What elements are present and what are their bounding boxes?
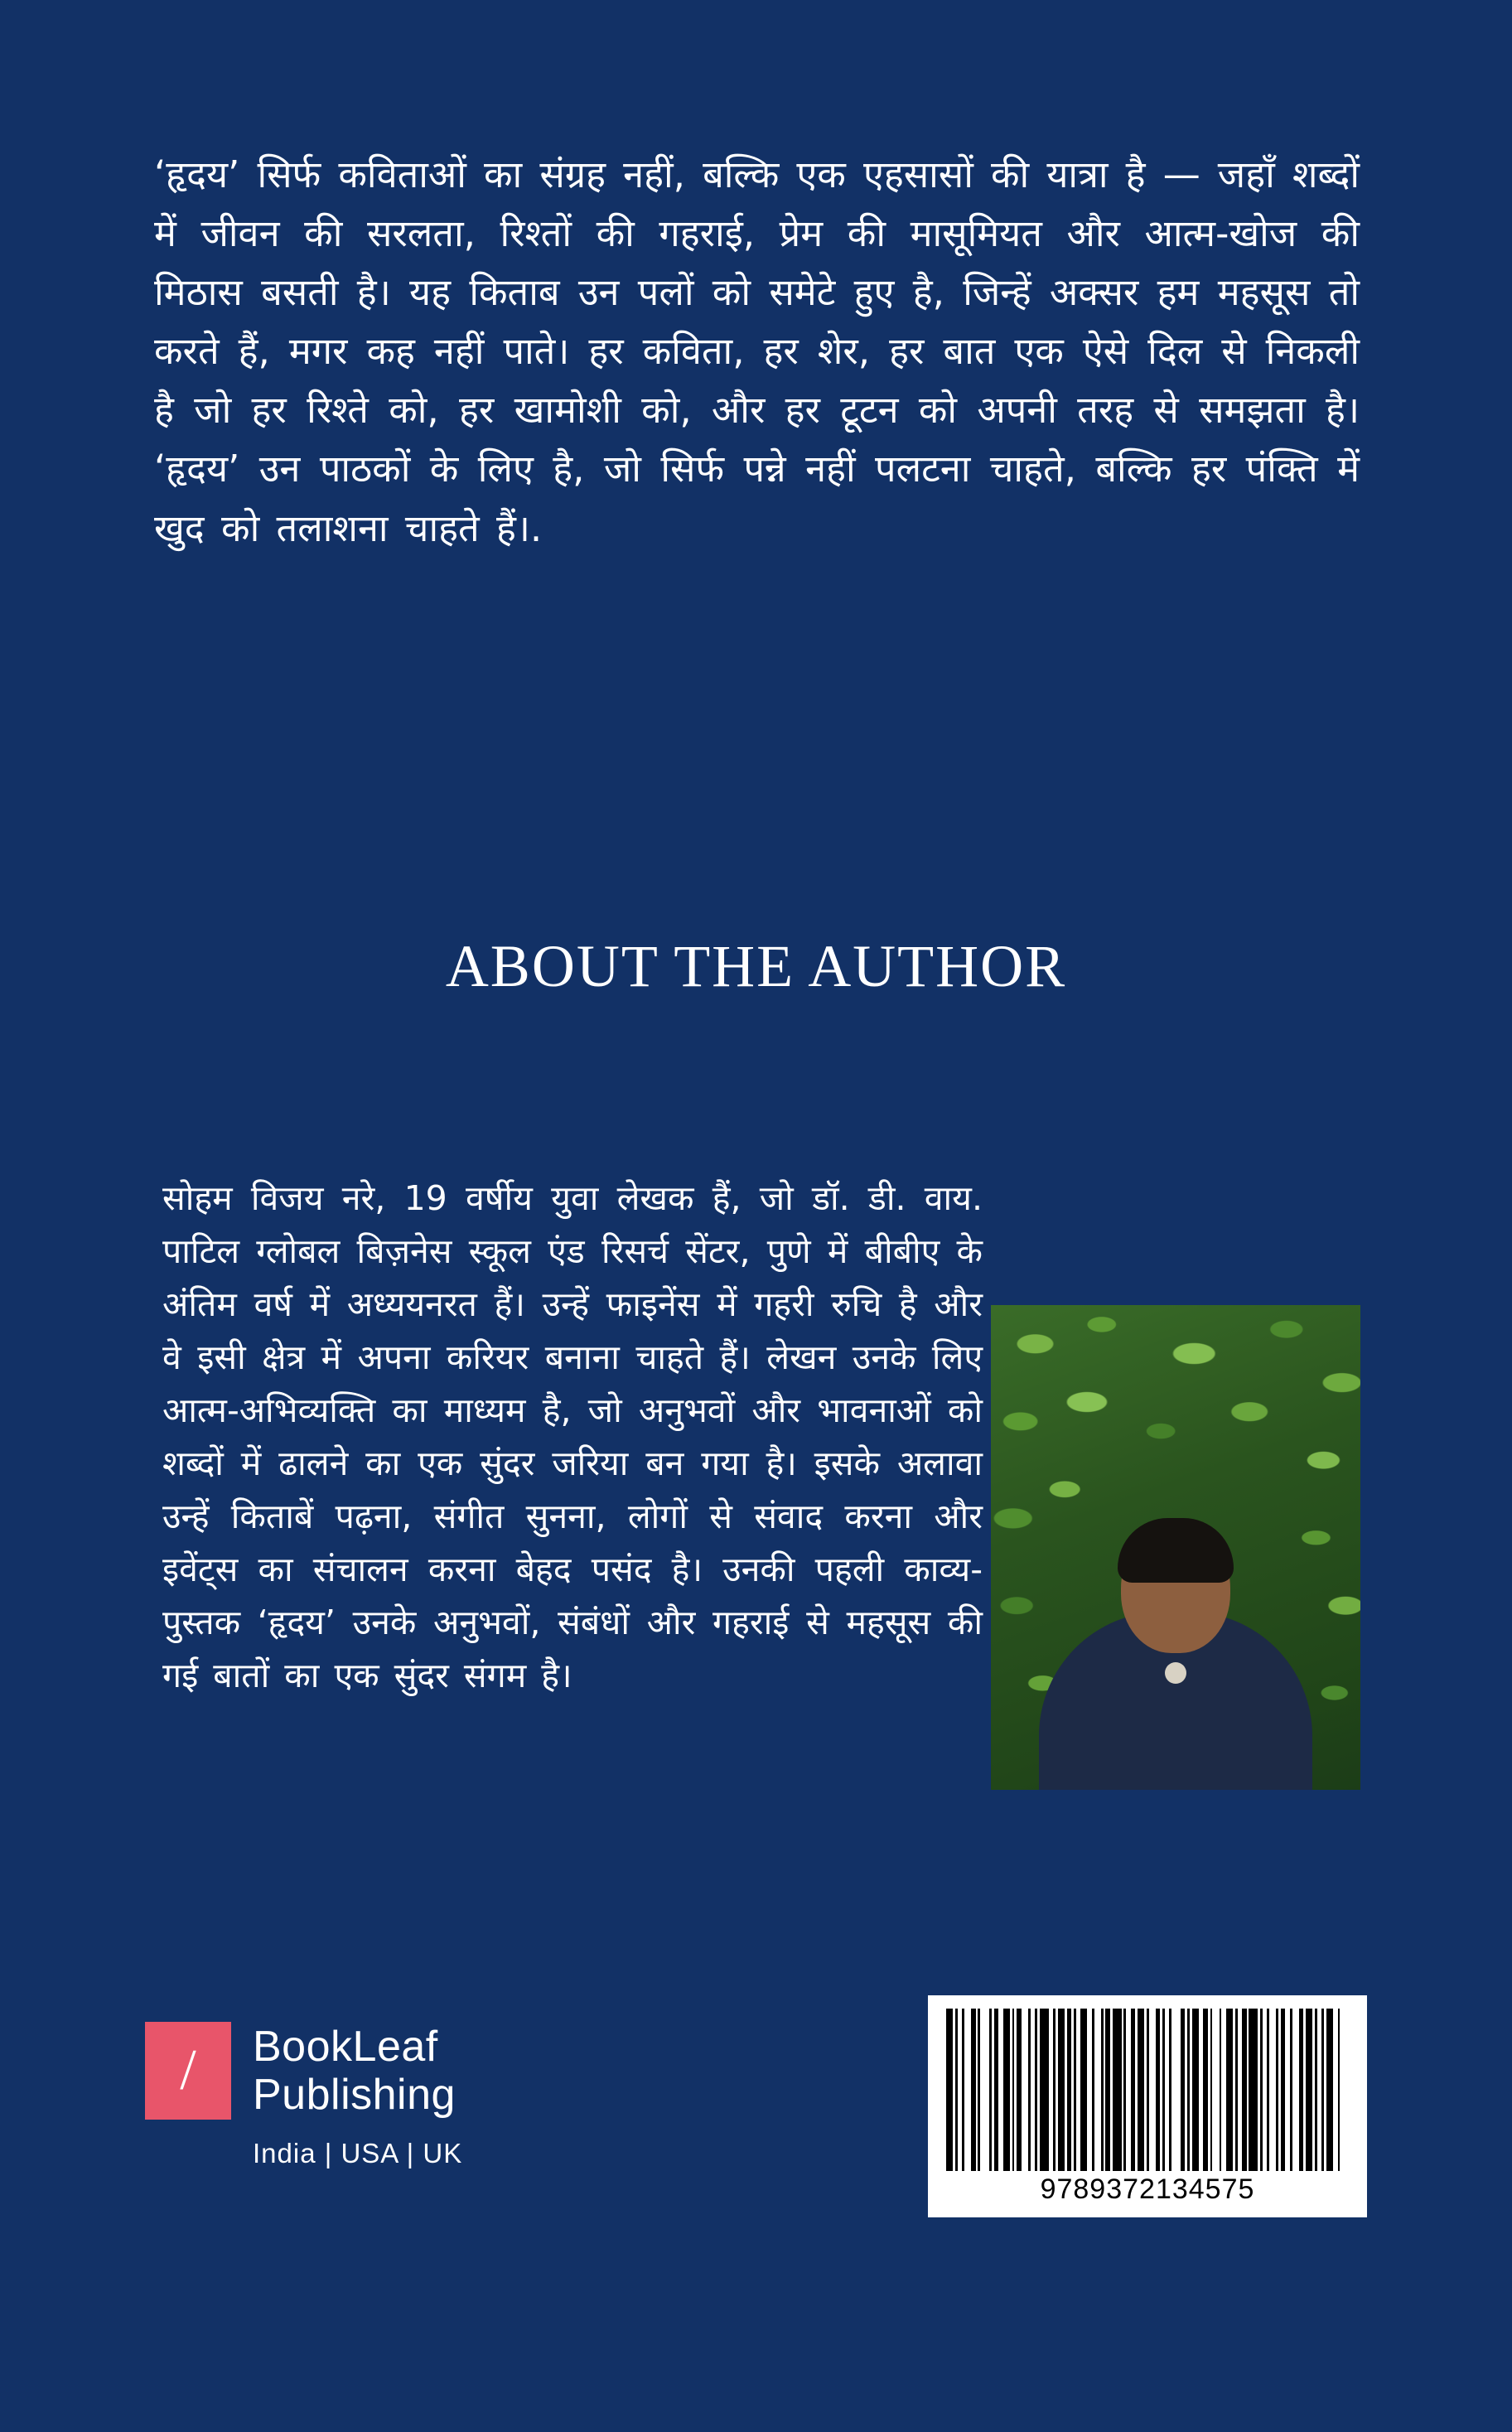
author-portrait-figure xyxy=(1039,1516,1312,1790)
publisher-name-line1: BookLeaf xyxy=(253,2022,438,2071)
author-photo xyxy=(991,1305,1360,1790)
barcode-bars xyxy=(946,2009,1349,2171)
portrait-pendant xyxy=(1165,1662,1186,1684)
isbn-barcode xyxy=(928,1995,1367,2217)
publisher-name xyxy=(253,2023,456,2119)
slash-glyph: / xyxy=(180,2038,196,2102)
publisher-regions: India | USA | UK xyxy=(253,2138,463,2168)
isbn-number: 9789372134575 xyxy=(1040,2173,1255,2205)
bookleaf-mark-icon xyxy=(145,2022,231,2120)
book-blurb: ‘हृदय’ सिर्फ कविताओं का संग्रह नहीं, बल्कि एक एहसासों की यात्रा है — जहाँ शब्दों में जीवन की सरलता, रिश्तों की गहराई, प्रेम की मासूमियत और आत्म-खोज की मिठास बसती है। यह किताब उन पलों को समेटे हुए है, जिन्हें अक्सर हम महसूस तो करते हैं, मगर कह नहीं पाते। हर कविता, हर शेर, हर बात एक ऐसे दिल से निकली है जो हर रिश्ते को, हर खामोशी को, और हर टूटन को अपनी तरह से समझता है। ‘हृदय’ उन पाठकों के लिए है, जो सिर्फ पन्ने नहीं पलटना चाहते, बल्कि हर पंक्ति में खुद को तलाशना चाहते हैं।. xyxy=(154,152,1360,550)
about-the-author-heading: ABOUT THE AUTHOR xyxy=(445,933,1067,999)
publisher-name-line2: Publishing xyxy=(253,2071,456,2119)
portrait-hair xyxy=(1118,1518,1234,1583)
publisher-logo-row xyxy=(145,2022,609,2120)
publisher-logo xyxy=(145,2022,609,2169)
author-bio: सोहम विजय नरे, 19 वर्षीय युवा लेखक हैं, जो डॉ. डी. वाय. पाटिल ग्लोबल बिज़नेस स्कूल एंड रिसर्च सेंटर, पुणे में बीबीए के अंतिम वर्ष में अध्ययनरत हैं। उन्हें फाइनेंस में गहरी रुचि है और वे इसी क्षेत्र में अपना करियर बनाना चाहते हैं। लेखन उनके लिए आत्म-अभिव्यक्ति का माध्यम है, जो अनुभवों और भावनाओं को शब्दों में ढालने का एक सुंदर जरिया बन गया है। इसके अलावा उन्हें किताबें पढ़ना, संगीत सुनना, लोगों से संवाद करना और इवेंट्स का संचालन करना बेहद पसंद है। उनकी पहली काव्य-पुस्तक ‘हृदय’ उनके अनुभवों, संबंधों और गहराई से महसूस की गई बातों का एक सुंदर संगम है। xyxy=(162,1178,983,1695)
